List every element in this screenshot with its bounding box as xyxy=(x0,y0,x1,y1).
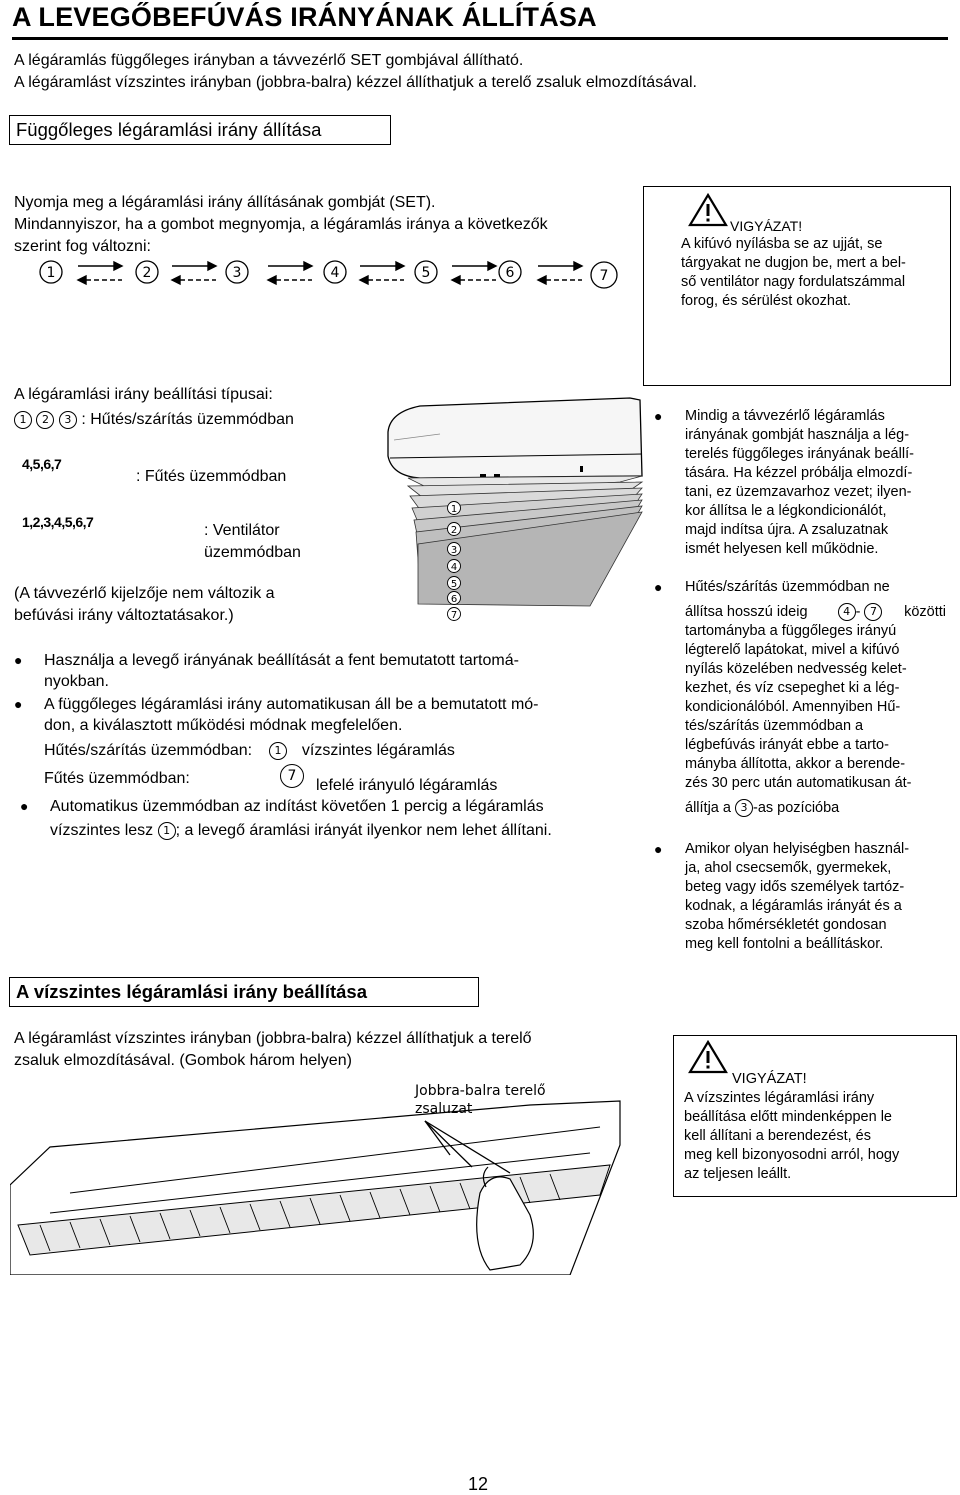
svg-text:4: 4 xyxy=(450,562,458,573)
warning-text: A vízszintes légáramlási irány beállítása előtt mindenképpen le kell állítani a berendezést, és meg kell bizonyosodni arról, hogy az teljesen leállt. xyxy=(684,1090,900,1182)
bullet-icon: ● xyxy=(20,798,29,814)
warning-triangle-icon xyxy=(688,1040,728,1074)
intro-line-1: A légáramlás függőleges irányban a távvezérlő SET gombjával állítható. xyxy=(14,52,524,69)
svg-text:3: 3 xyxy=(232,265,242,281)
sequence-step-3 xyxy=(226,261,248,283)
mode-fan-label-1: : Ventilátor xyxy=(204,522,280,539)
svg-text:4: 4 xyxy=(330,265,340,281)
display-note-1: (A távvezérlő kijelzője nem változik a xyxy=(14,585,275,602)
num-circle: 1 xyxy=(14,411,32,429)
bullet-item: ● A függőleges légáramlási irány automatikusan áll be a bemutatott mó- don, a kiválasztott működési módnak megfelelően. xyxy=(14,696,539,734)
sequence-step-6 xyxy=(499,261,521,283)
horizontal-text-2: zsaluk elmozdításával. (Gombok három helyen) xyxy=(14,1052,352,1069)
page-title: A LEVEGŐBEFÚVÁS IRÁNYÁNAK ÁLLÍTÁSA xyxy=(12,0,948,40)
bullet-icon: ● xyxy=(654,841,663,857)
vertical-section-heading: Függőleges légáramlási irány állítása xyxy=(9,115,391,145)
louver-label-2: zsaluzat xyxy=(415,1101,473,1117)
bullet-item: ● Automatikus üzemmódban az indítást követően 1 percig a légáramlás xyxy=(20,798,544,815)
airflow-sequence-diagram xyxy=(30,256,630,292)
sequence-num: 1 xyxy=(46,265,56,281)
auto-line-2: vízszintes lesz 1 ; a levegő áramlási irányát ilyenkor nem lehet állítani. xyxy=(50,822,552,839)
num-circle: 2 xyxy=(36,411,54,429)
warning-box-top xyxy=(643,186,951,386)
warning-box-bottom xyxy=(673,1035,957,1197)
cool-line: Hűtés/szárítás üzemmódban: 1 vízszintes légáramlás xyxy=(44,742,455,759)
heat-line: Fűtés üzemmódban: xyxy=(44,770,190,787)
mode-heat-label: : Fűtés üzemmódban xyxy=(136,468,287,485)
num-circle: 3 xyxy=(59,411,77,429)
mode-fan-nums: 1,2,3,4,5,6,7 xyxy=(22,514,94,530)
svg-text:6: 6 xyxy=(450,594,458,605)
num-circle: 1 xyxy=(158,822,176,840)
intro-line-2: A légáramlást vízszintes irányban (jobbra-balra) kézzel állíthatjuk a terelő zsaluk elmozdításával. xyxy=(14,74,697,91)
mode-cool-row xyxy=(14,409,294,430)
num-circle: 7 xyxy=(864,603,882,621)
ac-louver-diagram xyxy=(380,396,645,631)
horizontal-section-heading: A vízszintes légáramlási irány beállítása xyxy=(9,977,479,1007)
svg-text:7: 7 xyxy=(450,610,458,621)
svg-text:2: 2 xyxy=(450,525,458,536)
sequence-step-1 xyxy=(40,261,62,283)
bullet-icon: ● xyxy=(14,696,23,712)
svg-text:1: 1 xyxy=(450,504,458,515)
warning-title: VIGYÁZAT! xyxy=(730,218,803,234)
right-note-2: ● Hűtés/szárítás üzemmódban ne állítsa hosszú ideig 4 - 7 közötti tartományba a függőleges irányú légterelő lapátokat, mivel a kifúvó nyílás közelében nedvesség kelet- kezhet, és víz csepeghet ki a lég- kondicionálóból. Amennyiben Hű- tés/szárítás üzemmódban a légbefúvás irányát ebbe a tarto- mányba állította, akkor a berende- zés 30 perc után automatikusan át- állítja a 3 -as pozícióba xyxy=(654,579,946,816)
bullet-item: ● Használja a levegő irányának beállítását a fent bemutatott tartomá- nyokban. xyxy=(14,652,519,690)
num-circle: 7 xyxy=(280,764,304,788)
warning-text: A kifúvó nyílásba se az ujját, se tárgyakat ne dugjon be, mert a bel- ső ventilátor nagy fordulatszámmal forog, és sérülést okozhat. xyxy=(681,236,906,309)
louver-label-1: Jobbra-balra terelő xyxy=(415,1083,546,1099)
bullet-icon: ● xyxy=(654,408,663,424)
svg-text:6: 6 xyxy=(505,265,515,281)
step-line-2: Mindannyiszor, ha a gombot megnyomja, a légáramlás iránya a következők xyxy=(14,216,548,233)
mode-heat-nums: 4,5,6,7 xyxy=(22,456,62,472)
types-heading: A légáramlási irány beállítási típusai: xyxy=(14,386,273,403)
num-circle: 4 xyxy=(838,603,856,621)
svg-text:5: 5 xyxy=(450,579,458,590)
right-note-3: ● Amikor olyan helyiségben használ- ja, ahol csecsemők, gyermekek, beteg vagy idős személyek tartóz- kodnak, a légáramlás irányát és a szoba hőmérsékletét gondosan meg kell fontolni a beállításkor. xyxy=(654,841,910,952)
bullet-icon: ● xyxy=(654,579,663,595)
heat-line-num-wrapper xyxy=(280,764,304,788)
sequence-step-4 xyxy=(324,261,346,283)
sequence-step-5 xyxy=(415,261,437,283)
svg-text:3: 3 xyxy=(450,545,458,556)
svg-text:7: 7 xyxy=(599,268,609,284)
svg-text:5: 5 xyxy=(421,265,431,281)
horizontal-louver-illustration xyxy=(10,1075,625,1275)
heat-line-text: lefelé irányuló légáramlás xyxy=(316,777,498,794)
step-line-1: Nyomja meg a légáramlási irány állításának gombját (SET). xyxy=(14,194,436,211)
mode-fan-label-2: üzemmódban xyxy=(204,544,301,561)
warning-triangle-icon xyxy=(688,193,728,227)
display-note-2: befúvási irány változtatásakor.) xyxy=(14,607,234,624)
warning-title: VIGYÁZAT! xyxy=(732,1071,807,1087)
sequence-step-7 xyxy=(591,262,617,288)
svg-text:2: 2 xyxy=(142,265,152,281)
bullet-icon: ● xyxy=(14,652,23,668)
step-line-3: szerint fog változni: xyxy=(14,238,151,255)
mode-cool-label: : Hűtés/szárítás üzemmódban xyxy=(81,411,294,428)
right-note-1: ● Mindig a távvezérlő légáramlás irányának gombját használja a lég- terelés függőleges irányának beállí- tására. Ha kézzel próbálja elmozdí- tani, ez üzemzavarhoz vezet; ilyen- kor állítsa le a légkondicionálót, majd indítsa újra. A zsaluzatnak ismét helyesen kell működnie. xyxy=(654,408,914,557)
num-circle: 1 xyxy=(269,742,287,760)
num-circle: 3 xyxy=(735,799,753,817)
sequence-step-2 xyxy=(136,261,158,283)
page-number: 12 xyxy=(468,1474,489,1494)
horizontal-text-1: A légáramlást vízszintes irányban (jobbra-balra) kézzel állíthatjuk a terelő xyxy=(14,1030,532,1047)
